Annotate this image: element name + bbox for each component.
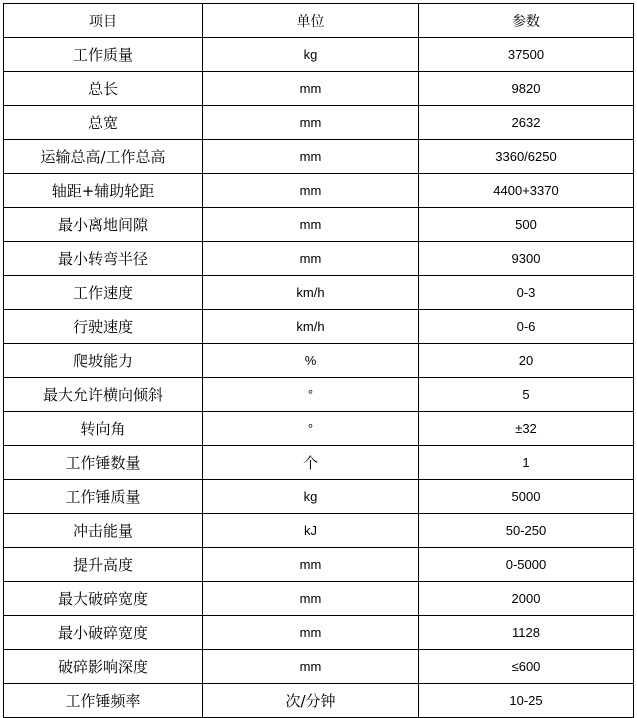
table-row bbox=[4, 242, 634, 276]
cell-value: 5000 bbox=[419, 480, 634, 514]
cell-unit: mm bbox=[203, 616, 419, 650]
table-row bbox=[4, 310, 634, 344]
cell-unit: mm bbox=[203, 650, 419, 684]
cell-unit: 个 bbox=[203, 446, 419, 480]
cell-unit: mm bbox=[203, 208, 419, 242]
cell-value: 50-250 bbox=[419, 514, 634, 548]
cell-unit: ° bbox=[203, 412, 419, 446]
table-row bbox=[4, 174, 634, 208]
cell-value: 1128 bbox=[419, 616, 634, 650]
cell-item: 轴距+辅助轮距 bbox=[4, 174, 203, 208]
cell-unit: 次/分钟 bbox=[203, 684, 419, 718]
cell-unit: mm bbox=[203, 582, 419, 616]
cell-item: 工作锤数量 bbox=[4, 446, 203, 480]
cell-item: 冲击能量 bbox=[4, 514, 203, 548]
cell-value: ±32 bbox=[419, 412, 634, 446]
cell-item: 最大破碎宽度 bbox=[4, 582, 203, 616]
cell-value: 2632 bbox=[419, 106, 634, 140]
cell-value: 1 bbox=[419, 446, 634, 480]
cell-item: 提升高度 bbox=[4, 548, 203, 582]
cell-value: 9300 bbox=[419, 242, 634, 276]
table-row bbox=[4, 106, 634, 140]
cell-value: 4400+3370 bbox=[419, 174, 634, 208]
cell-item: 行驶速度 bbox=[4, 310, 203, 344]
cell-unit: kJ bbox=[203, 514, 419, 548]
cell-unit: mm bbox=[203, 72, 419, 106]
table-body bbox=[4, 38, 634, 718]
table-row bbox=[4, 480, 634, 514]
cell-item: 最小离地间隙 bbox=[4, 208, 203, 242]
cell-value: 0-5000 bbox=[419, 548, 634, 582]
table-row bbox=[4, 378, 634, 412]
cell-unit: mm bbox=[203, 106, 419, 140]
cell-value: 10-25 bbox=[419, 684, 634, 718]
cell-item: 工作锤频率 bbox=[4, 684, 203, 718]
cell-item: 工作质量 bbox=[4, 38, 203, 72]
cell-item: 转向角 bbox=[4, 412, 203, 446]
cell-item: 最小破碎宽度 bbox=[4, 616, 203, 650]
table-row bbox=[4, 344, 634, 378]
table-row bbox=[4, 582, 634, 616]
cell-unit: kg bbox=[203, 480, 419, 514]
cell-value: 500 bbox=[419, 208, 634, 242]
cell-item: 总宽 bbox=[4, 106, 203, 140]
cell-unit: km/h bbox=[203, 276, 419, 310]
cell-unit: mm bbox=[203, 140, 419, 174]
cell-value: ≤600 bbox=[419, 650, 634, 684]
spec-table bbox=[3, 3, 634, 718]
table-row bbox=[4, 38, 634, 72]
cell-unit: km/h bbox=[203, 310, 419, 344]
cell-unit: mm bbox=[203, 548, 419, 582]
header-unit: 单位 bbox=[203, 4, 419, 38]
header-item: 项目 bbox=[4, 4, 203, 38]
cell-value: 0-6 bbox=[419, 310, 634, 344]
table-row bbox=[4, 208, 634, 242]
cell-unit: kg bbox=[203, 38, 419, 72]
cell-value: 2000 bbox=[419, 582, 634, 616]
table-row bbox=[4, 72, 634, 106]
table-row bbox=[4, 684, 634, 718]
header-value: 参数 bbox=[419, 4, 634, 38]
table-row bbox=[4, 412, 634, 446]
cell-item: 爬坡能力 bbox=[4, 344, 203, 378]
cell-item: 工作速度 bbox=[4, 276, 203, 310]
table-row bbox=[4, 446, 634, 480]
cell-item: 工作锤质量 bbox=[4, 480, 203, 514]
table-row bbox=[4, 616, 634, 650]
cell-item: 最小转弯半径 bbox=[4, 242, 203, 276]
table-row bbox=[4, 548, 634, 582]
table-row bbox=[4, 276, 634, 310]
cell-unit: ° bbox=[203, 378, 419, 412]
cell-value: 9820 bbox=[419, 72, 634, 106]
cell-item: 运输总高/工作总高 bbox=[4, 140, 203, 174]
cell-unit: mm bbox=[203, 174, 419, 208]
table-row bbox=[4, 650, 634, 684]
cell-value: 0-3 bbox=[419, 276, 634, 310]
table-row bbox=[4, 514, 634, 548]
table-row bbox=[4, 140, 634, 174]
cell-unit: mm bbox=[203, 242, 419, 276]
cell-item: 总长 bbox=[4, 72, 203, 106]
cell-value: 5 bbox=[419, 378, 634, 412]
cell-unit: % bbox=[203, 344, 419, 378]
cell-value: 20 bbox=[419, 344, 634, 378]
cell-item: 最大允许横向倾斜 bbox=[4, 378, 203, 412]
cell-value: 37500 bbox=[419, 38, 634, 72]
cell-item: 破碎影响深度 bbox=[4, 650, 203, 684]
table-header-row bbox=[4, 4, 634, 38]
cell-value: 3360/6250 bbox=[419, 140, 634, 174]
